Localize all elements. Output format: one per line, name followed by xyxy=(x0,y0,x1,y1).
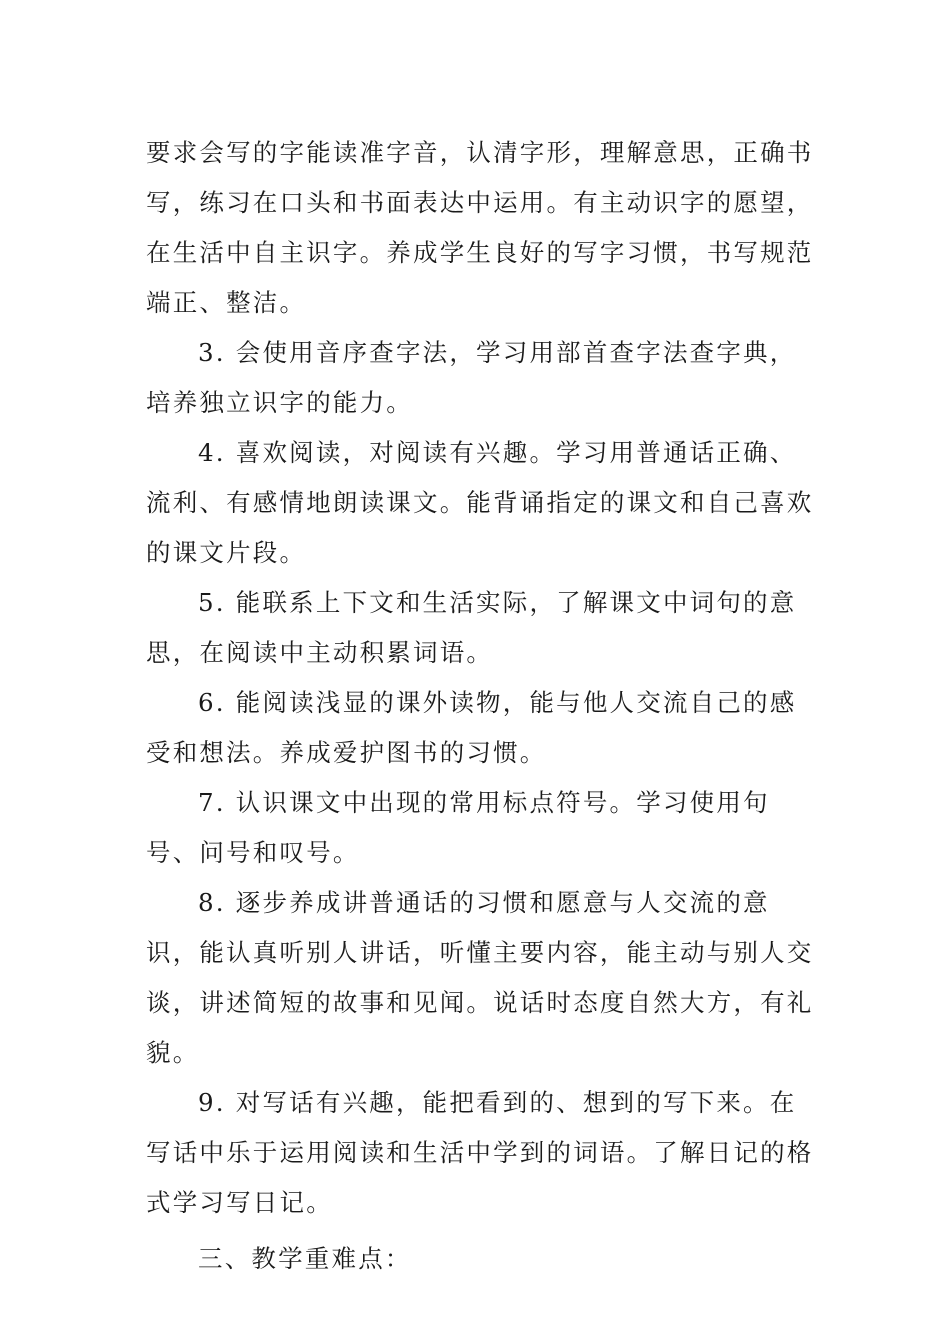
list-item-5: 5. 能联系上下文和生活实际，了解课文中词句的意思，在阅读中主动积累词语。 xyxy=(146,588,797,667)
list-item-4: 4. 喜欢阅读，对阅读有兴趣。学习用普通话正确、流利、有感情地朗读课文。能背诵指定的课文和自己喜欢的课文片段。 xyxy=(146,438,814,567)
section-heading: 三、教学重难点： xyxy=(198,1244,412,1273)
paragraph-continued: 要求会写的字能读准字音，认清字形，理解意思，正确书写，练习在口头和书面表达中运用。有主动识字的愿望，在生活中自主识字。养成学生良好的写字习惯，书写规范端正、整洁。 xyxy=(146,138,814,317)
document-body xyxy=(146,128,818,1284)
list-item-7: 7. 认识课文中出现的常用标点符号。学习使用句号、问号和叹号。 xyxy=(146,788,770,867)
list-item-8: 8. 逐步养成讲普通话的习惯和愿意与人交流的意识，能认真听别人讲话，听懂主要内容，能主动与别人交谈，讲述简短的故事和见闻。说话时态度自然大方，有礼貌。 xyxy=(146,888,814,1067)
list-item-3: 3. 会使用音序查字法，学习用部首查字法查字典，培养独立识字的能力。 xyxy=(146,338,797,417)
list-item-6: 6. 能阅读浅显的课外读物，能与他人交流自己的感受和想法。养成爱护图书的习惯。 xyxy=(146,688,797,767)
list-item-9: 9. 对写话有兴趣，能把看到的、想到的写下来。在写话中乐于运用阅读和生活中学到的词语。了解日记的格式学习写日记。 xyxy=(146,1088,814,1217)
